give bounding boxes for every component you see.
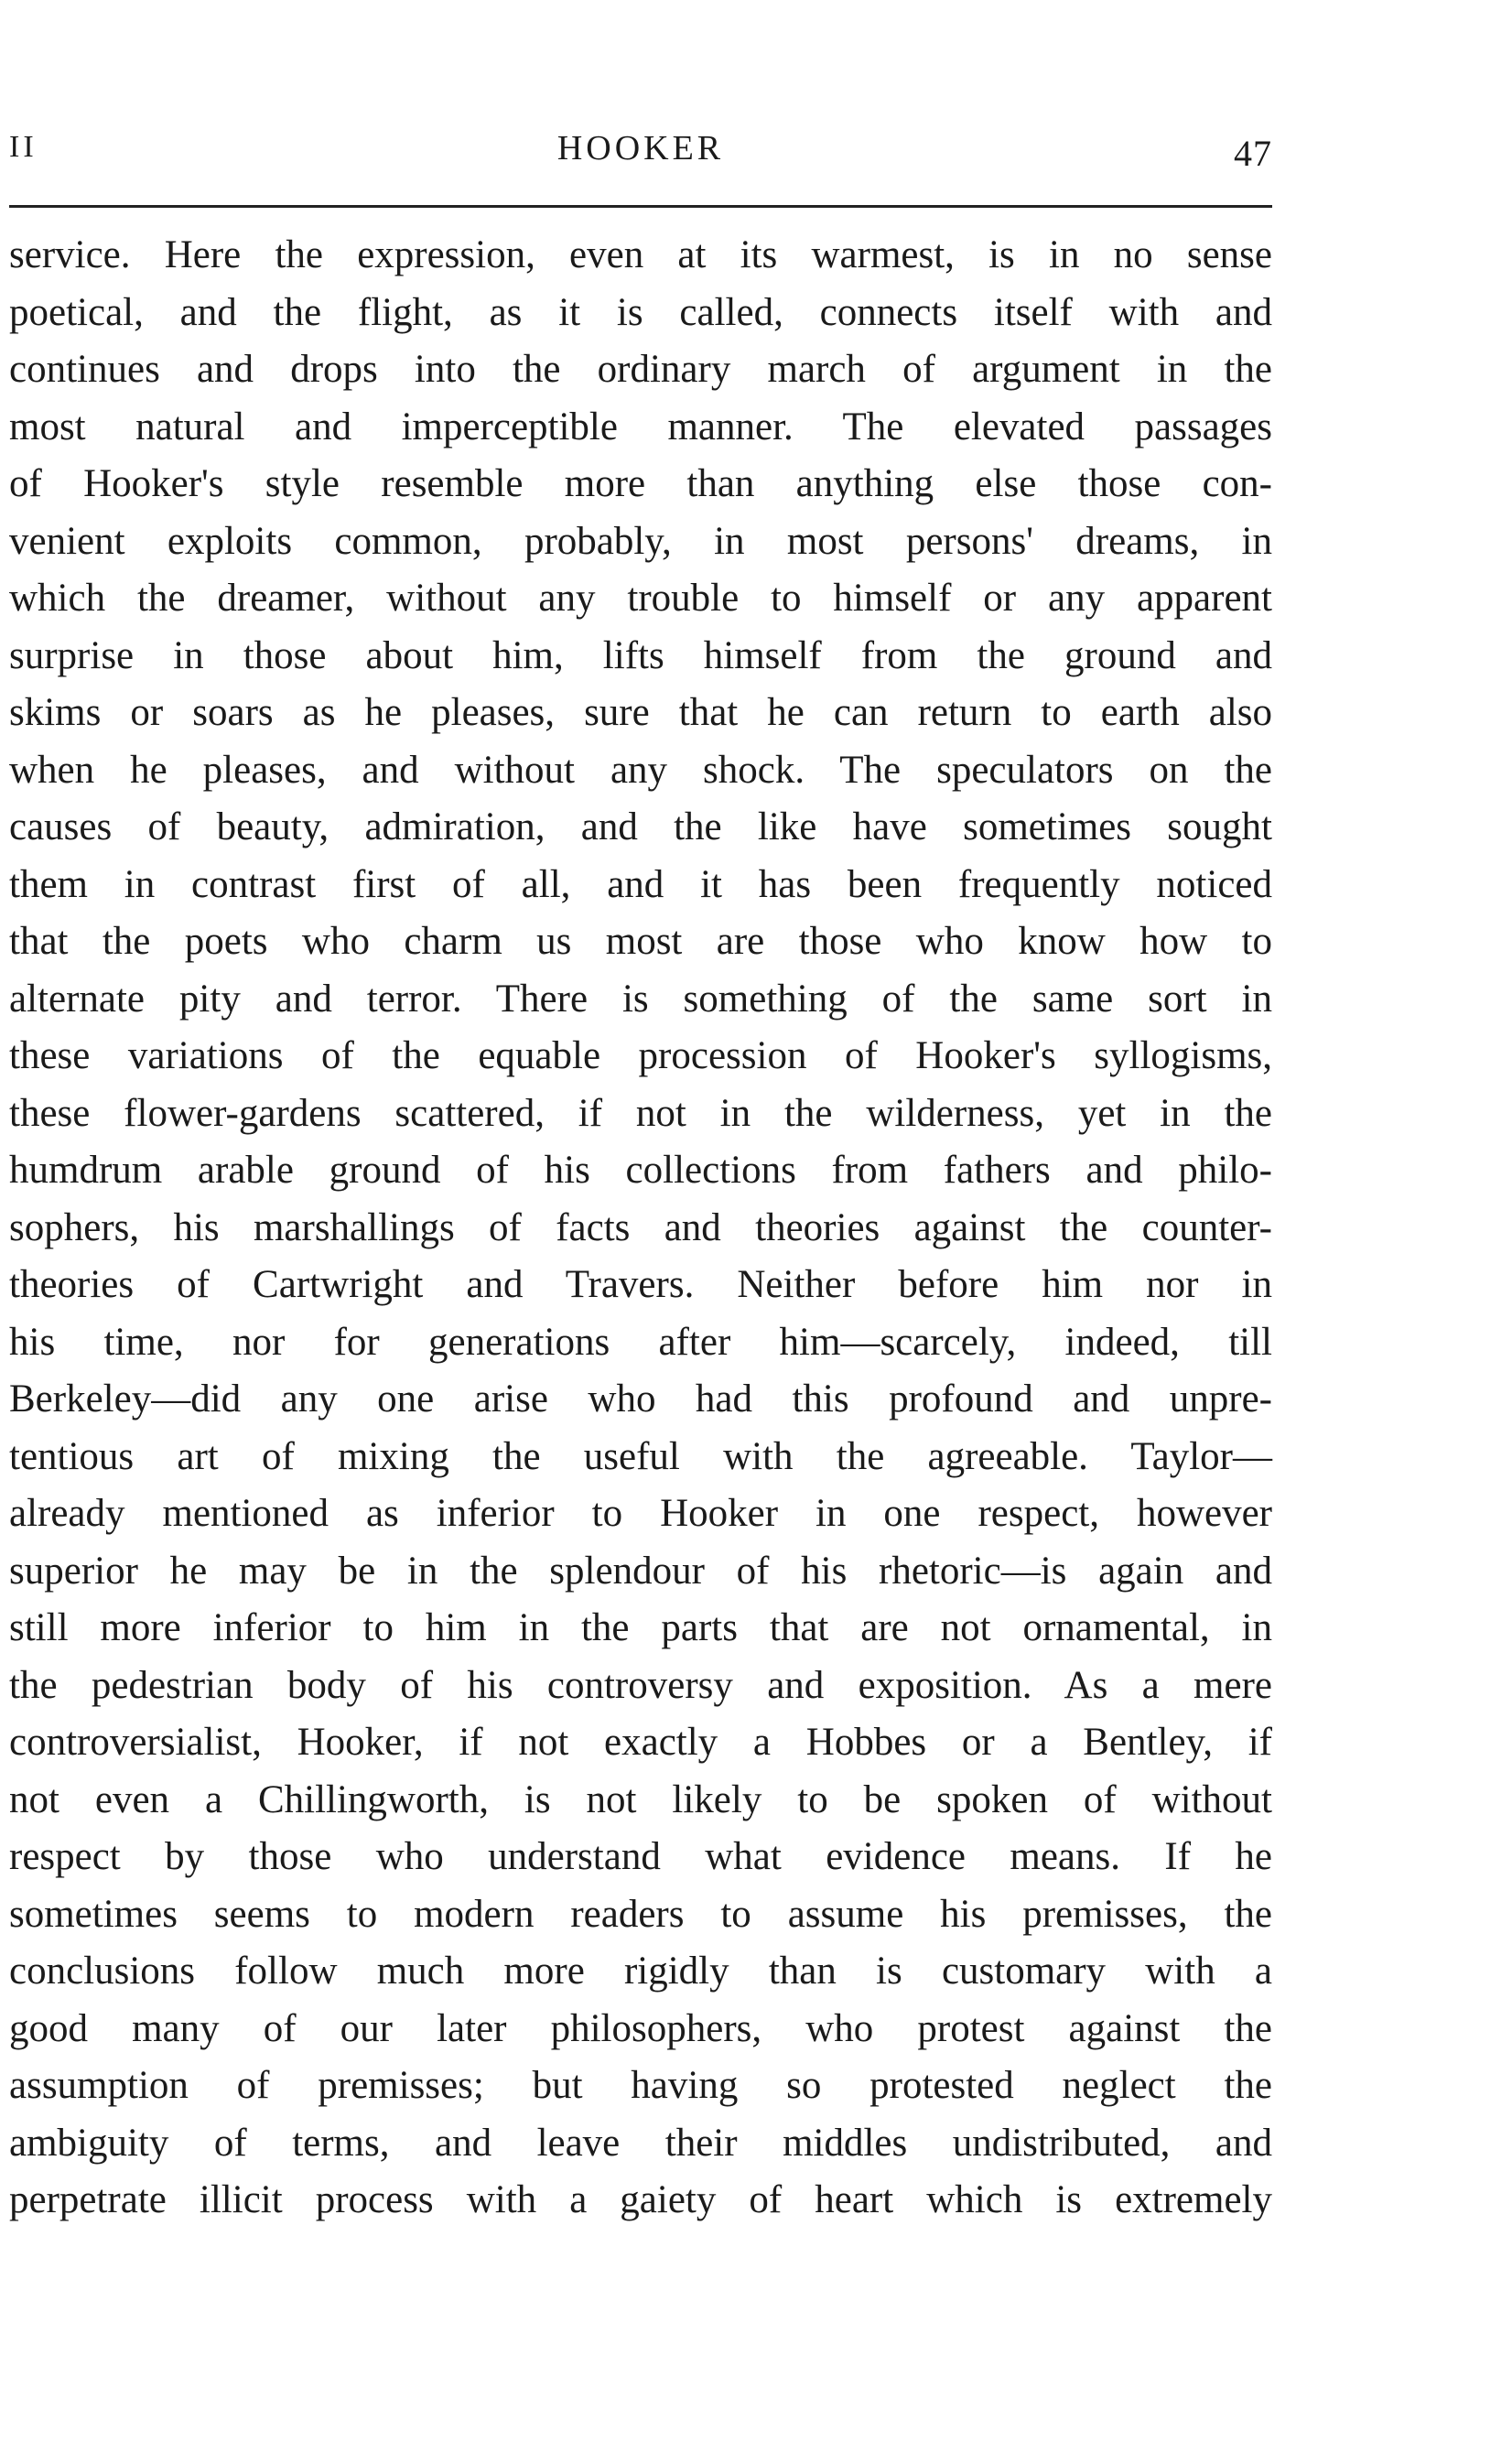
text-line: poetical, and the flight, as it is called, connects itself with and (9, 290, 1272, 334)
text-line: when he pleases, and without any shock. The speculators on the (9, 748, 1272, 792)
page-header (9, 119, 1272, 174)
text-line: service. Here the expression, even at its warmest, is in no sense (9, 233, 1272, 276)
text-line: still more inferior to him in the parts that are not ornamental, in (9, 1606, 1272, 1649)
header-rule (9, 205, 1272, 208)
text-line: controversialist, Hooker, if not exactly a Hobbes or a Bentley, if (9, 1721, 1272, 1764)
text-line: not even a Chillingworth, is not likely to be spoken of without (9, 1777, 1272, 1821)
chapter-numeral: II (9, 130, 38, 164)
text-line: humdrum arable ground of his collections from fathers and philo- (9, 1149, 1272, 1192)
text-line: conclusions follow much more rigidly than is customary with a (9, 1950, 1272, 1993)
text-line: surprise in those about him, lifts himself from the ground and (9, 633, 1272, 677)
text-line: respect by those who understand what evidence means. If he (9, 1835, 1272, 1878)
text-line: of Hooker's style resemble more than anything else those con- (9, 462, 1272, 505)
text-line: these flower-gardens scattered, if not in the wilderness, yet in the (9, 1091, 1272, 1135)
text-line: alternate pity and terror. There is something of the same sort in (9, 977, 1272, 1021)
page-number: 47 (1234, 133, 1272, 174)
text-line: assumption of premisses; but having so protested neglect the (9, 2064, 1272, 2107)
text-line: them in contrast first of all, and it has been frequently noticed (9, 862, 1272, 906)
text-line: causes of beauty, admiration, and the like have sometimes sought (9, 805, 1272, 848)
text-line: the pedestrian body of his controversy and exposition. As a mere (9, 1663, 1272, 1707)
text-line: Berkeley—did any one arise who had this profound and unpre- (9, 1377, 1272, 1421)
text-line: tentious art of mixing the useful with the agreeable. Taylor— (9, 1434, 1272, 1478)
text-line: which the dreamer, without any trouble to himself or any apparent (9, 577, 1272, 620)
text-line: already mentioned as inferior to Hooker in one respect, however (9, 1492, 1272, 1535)
text-line: good many of our later philosophers, who protest against the (9, 2006, 1272, 2050)
text-line: continues and drops into the ordinary march of argument in the (9, 348, 1272, 391)
text-line: that the poets who charm us most are those who know how to (9, 920, 1272, 963)
text-line: venient exploits common, probably, in most persons' dreams, in (9, 519, 1272, 563)
body-text (9, 227, 1272, 2230)
text-line: his time, nor for generations after him—scarcely, indeed, till (9, 1320, 1272, 1364)
text-line: these variations of the equable procession of Hooker's syllogisms, (9, 1034, 1272, 1077)
text-line: sophers, his marshallings of facts and theories against the counter- (9, 1205, 1272, 1249)
text-line: superior he may be in the splendour of his rhetoric—is again and (9, 1549, 1272, 1593)
text-line: most natural and imperceptible manner. The elevated passages (9, 405, 1272, 448)
text-line: theories of Cartwright and Travers. Neither before him nor in (9, 1263, 1272, 1306)
text-line: ambiguity of terms, and leave their middles undistributed, and (9, 2121, 1272, 2165)
text-line: skims or soars as he pleases, sure that he can return to earth also (9, 691, 1272, 734)
running-title: HOOKER (556, 129, 725, 167)
text-line: sometimes seems to modern readers to assume his premisses, the (9, 1892, 1272, 1936)
text-line: perpetrate illicit process with a gaiety of heart which is extremely (9, 2178, 1272, 2221)
